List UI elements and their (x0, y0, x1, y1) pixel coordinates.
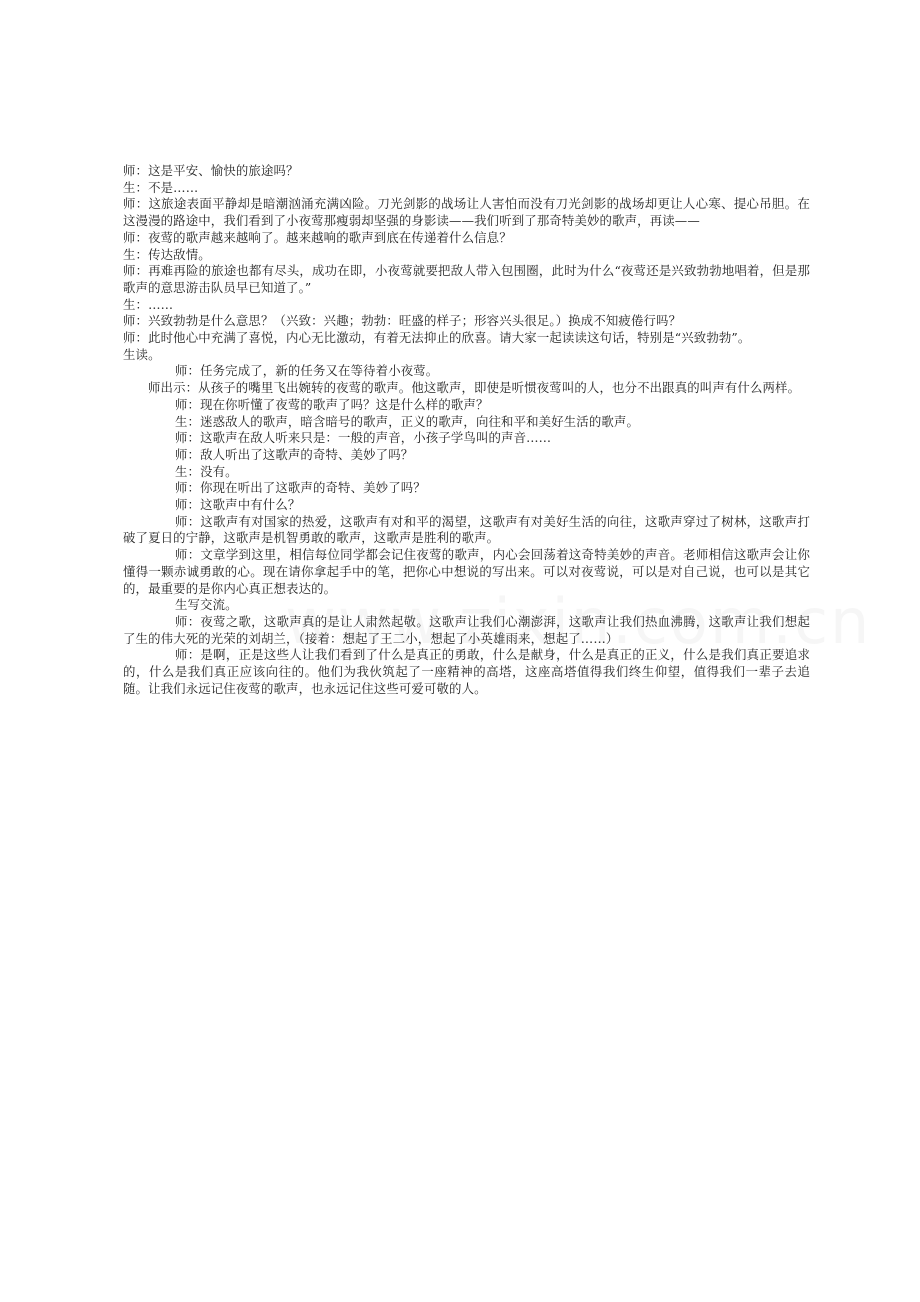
paragraph: 师：敌人听出了这歌声的奇特、美妙了吗？ (175, 446, 414, 462)
paragraph: 师：夜莺的歌声越来越响了。越来越响的歌声到底在传递着什么信息？ (123, 229, 512, 245)
paragraph: 生：没有。 (175, 463, 238, 479)
paragraph: 师：这歌声在敌人听来只是：一般的声音，小孩子学鸟叫的声音…… (175, 430, 552, 446)
paragraph: 生：迷惑敌人的歌声，暗含暗号的歌声，正义的歌声，向往和平和美好生活的歌声。 (175, 413, 640, 429)
paragraph: 师：此时他心中充满了喜悦，内心无比激动，有着无法抑止的欣喜。请大家一起读读这句话，特别是“兴致勃勃”。 (123, 330, 751, 346)
paragraph: 生写交流。 (175, 597, 238, 613)
paragraph: 师：任务完成了，新的任务又在等待着小夜莺。 (175, 363, 439, 379)
paragraph: 师：你现在听出了这歌声的奇特、美妙了吗？ (175, 480, 426, 496)
paragraph: 师：这旅途表面平静却是暗潮汹涌充满凶险。刀光剑影的战场让人害怕而没有刀光剑影的战场却更让人心寒、提心吊胆。在这漫漫的路途中，我们看到了小夜莺那瘦弱却坚强的身影读——我们听到了那奇特美妙的歌声，再读—— (123, 196, 810, 229)
paragraph: 师：夜莺之歌，这歌声真的是让人肃然起敬。这歌声让我们心潮澎湃，这歌声让我们热血沸腾，这歌声让我们想起了生的伟大死的光荣的刘胡兰，（接着：想起了王二小，想起了小英雄雨来，想起了……） (123, 613, 810, 646)
paragraph: 师：这是平安、愉快的旅途吗？ (123, 163, 299, 178)
paragraph: 师：是啊，正是这些人让我们看到了什么是真正的勇敢，什么是献身，什么是真正的正义，什么是我们真正要追求的，什么是我们真正应该向往的。他们为我伙筑起了一座精神的高塔，这座高塔值得我们终生仰望，值得我们一辈子去追随。让我们永远记住夜莺的歌声，也永远记住这些可爱可敬的人。 (123, 647, 810, 696)
paragraph: 生读。 (123, 346, 161, 362)
paragraph: 师出示：从孩子的嘴里飞出婉转的夜莺的歌声。他这歌声，即使是听惯夜莺叫的人，也分不出跟真的叫声有什么两样。 (148, 380, 801, 396)
paragraph: 师：再难再险的旅途也都有尽头，成功在即，小夜莺就要把敌人带入包围圈，此时为什么“夜莺还是兴致勃勃地唱着，但是那歌声的意思游击队员早已知道了。” (123, 263, 810, 295)
paragraph: 生：传达敌情。 (123, 246, 211, 262)
paragraph: 师：这歌声有对国家的热爱，这歌声有对和平的渴望，这歌声有对美好生活的向往，这歌声穿过了树林，这歌声打破了夏日的宁静，这歌声是机智勇敢的歌声，这歌声是胜利的歌声。 (123, 513, 810, 546)
paragraph: 师：现在你听懂了夜莺的歌声了吗？这是什么样的歌声？ (175, 396, 489, 412)
paragraph: 师：兴致勃勃是什么意思？（兴致：兴趣；勃勃：旺盛的样子；形容兴头很足。）换成不知疲倦行吗？ (123, 313, 682, 329)
paragraph: 生：不是…… (123, 179, 199, 195)
paragraph: 师：文章学到这里，相信每位同学都会记住夜莺的歌声，内心会回荡着这奇特美妙的声音。老师相信这歌声会让你懂得一颗赤诚勇敢的心。现在请你拿起手中的笔，把你心中想说的写出来。可以对夜莺说，可以是对自己说，也可以是其它的，最重要的是你内心真正想表达的。 (123, 547, 810, 596)
paragraph: 生：…… (123, 296, 174, 312)
document-body (123, 163, 810, 698)
paragraph: 师：这歌声中有什么？ (175, 497, 301, 513)
